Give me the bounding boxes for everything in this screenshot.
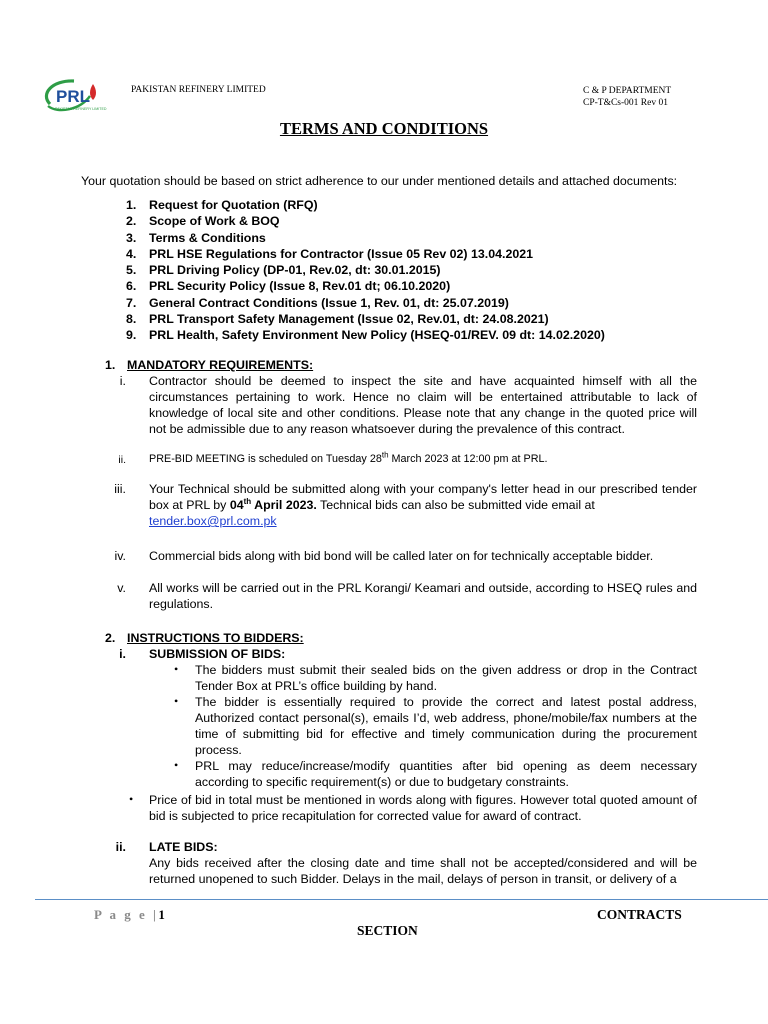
section-title: MANDATORY REQUIREMENTS:	[127, 358, 314, 372]
list-text: PRL Security Policy (Issue 8, Rev.01 dt; 06.10.2020)	[149, 279, 451, 294]
submission-bullet-2: The bidder is essentially required to provide the correct and latest postal address, Authorized contact personal(s), emails I’d, web address, phone/mobile/fax numbers at the time of submitting bid for effective and timely communication during the procurement process.	[195, 695, 697, 757]
footer-contracts-label: CONTRACTS	[597, 907, 682, 922]
bullet-icon: •	[174, 758, 179, 772]
submission-of-bids-heading: SUBMISSION OF BIDS:	[149, 647, 286, 661]
deadline-date	[230, 498, 317, 512]
list-number: 7.	[126, 295, 137, 310]
page-number	[94, 907, 165, 923]
prl-logo	[36, 72, 122, 118]
mandatory-item-iv: Commercial bids along with bid bond will be called later on for technically acceptable bidder.	[149, 549, 654, 563]
list-text: PRL Driving Policy (DP-01, Rev.02, dt: 30.01.2015)	[149, 263, 441, 278]
mandatory-item-ii	[149, 451, 697, 467]
list-number: 3.	[126, 230, 137, 245]
department-name: C & P DEPARTMENT	[583, 86, 672, 96]
list-text: Scope of Work & BOQ	[149, 214, 280, 229]
page-number-value: 1	[158, 907, 165, 922]
submission-bullet-1: The bidders must submit their sealed bids on the given address or drop in the Contract Tender Box at PRL’s office building by hand.	[195, 663, 697, 693]
technical-text: Your Technical should be submitted along with your company's letter head in our prescribed tender box at PRL by	[149, 482, 697, 512]
logo-subtext: PAKISTAN REFINERY LIMITED	[55, 107, 107, 111]
list-number: 2.	[126, 214, 137, 229]
page-label: P a g e |	[94, 907, 159, 922]
company-name: PAKISTAN REFINERY LIMITED	[131, 85, 266, 95]
document-title: TERMS AND CONDITIONS	[279, 119, 489, 138]
mandatory-item-iii	[149, 481, 697, 529]
item-roman-iv: iv.	[114, 549, 126, 563]
item-roman-ii: ii.	[118, 454, 126, 466]
late-bids-text: Any bids received after the closing date and time shall not be accepted/considered and will be returned unopened to such Bidder. Delays in the mail, delays of person in transit, or delivery of a	[149, 856, 697, 886]
section-1-heading	[105, 357, 313, 373]
price-bullet: Price of bid in total must be mentioned in words along with figures. However total quoted amount of bid is subjected to price recapitulation for corrected value for award of contract.	[149, 793, 697, 823]
section-2-heading	[105, 630, 304, 646]
list-number: 5.	[126, 263, 137, 278]
tender-email-link[interactable]: tender.box@prl.com.pk	[149, 514, 277, 528]
item-roman-i: i.	[119, 374, 126, 388]
intro-paragraph: Your quotation should be based on strict adherence to our under mentioned details and attached documents:	[81, 174, 678, 188]
section-title: INSTRUCTIONS TO BIDDERS:	[127, 631, 304, 645]
item-roman-ii-bold: ii.	[115, 840, 126, 854]
list-number: 8.	[126, 312, 137, 327]
deadline-month-year: April 2023.	[251, 498, 317, 512]
list-number: 4.	[126, 246, 137, 261]
list-text: PRL Transport Safety Management (Issue 02, Rev.01, dt: 24.08.2021)	[149, 312, 549, 327]
list-number: 6.	[126, 279, 137, 294]
bullet-icon: •	[174, 694, 179, 708]
item-roman-i-bold: i.	[119, 647, 126, 661]
footer-section-label: SECTION	[357, 923, 418, 938]
pre-bid-time: March 2023 at 12:00 pm at PRL.	[388, 453, 548, 465]
list-text: Request for Quotation (RFQ)	[149, 198, 318, 212]
deadline-suffix: th	[243, 496, 252, 506]
email-submission-text: Technical bids can also be submitted vide email at	[316, 498, 595, 512]
item-roman-iii: iii.	[114, 482, 126, 496]
list-text: PRL HSE Regulations for Contractor (Issue 05 Rev 02) 13.04.2021	[149, 246, 534, 261]
bullet-icon: •	[129, 792, 134, 806]
footer-divider	[35, 899, 768, 900]
section-number: 1.	[105, 358, 116, 372]
late-bids-heading: LATE BIDS:	[149, 840, 218, 854]
mandatory-item-v: All works will be carried out in the PRL Korangi/ Keamari and outside, according to HSEQ rules and regulations.	[149, 581, 697, 611]
section-number: 2.	[105, 631, 116, 645]
header-right	[583, 85, 671, 109]
bullet-icon: •	[174, 662, 179, 676]
list-text: PRL Health, Safety Environment New Policy (HSEQ-01/REV. 09 dt: 14.02.2020)	[149, 328, 605, 343]
deadline-day: 04	[229, 498, 244, 512]
prl-logo-icon	[36, 72, 122, 118]
list-text: Terms & Conditions	[149, 230, 266, 245]
document-reference: CP-T&Cs-001 Rev 01	[583, 98, 668, 108]
pre-bid-text: PRE-BID MEETING is scheduled on Tuesday 28	[149, 453, 382, 465]
item-roman-v: v.	[117, 581, 126, 595]
date-suffix: th	[381, 450, 389, 460]
submission-bullet-3: PRL may reduce/increase/modify quantities after bid opening as deem necessary according to specific requirement(s) or due to budgetary constraints.	[195, 759, 697, 789]
list-number: 9.	[126, 328, 137, 343]
list-number: 1.	[126, 198, 137, 212]
logo-wordmark: PRL	[56, 87, 90, 106]
list-text: General Contract Conditions (Issue 1, Rev. 01, dt: 25.07.2019)	[149, 295, 509, 310]
mandatory-item-i: Contractor should be deemed to inspect the site and have acquainted himself with all the circumstances pertaining to work. Hence no claim will be entertained attributable to lack of knowledge of local site and other conditions. Please note that any change in the quoted price will not be admissible due to any reason whatsoever during the prevalence of this contract.	[149, 374, 697, 436]
